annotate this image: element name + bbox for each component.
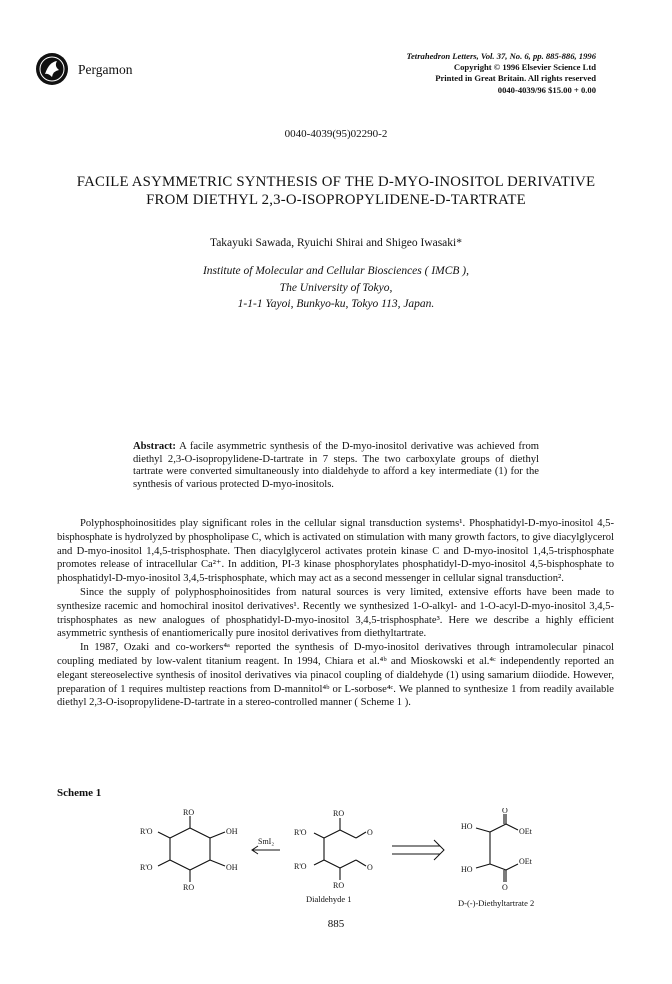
title-line-1: FACILE ASYMMETRIC SYNTHESIS OF THE D-MYO-INOSITOL DERIVATIVE xyxy=(76,174,596,190)
dialdehyde-structure xyxy=(314,818,366,880)
publisher-logo xyxy=(35,52,69,86)
scheme-oh-1: OH xyxy=(226,827,238,836)
page-number: 885 xyxy=(327,918,345,930)
compound-1-label: Dialdehyde 1 xyxy=(306,894,352,904)
reagent-label: SmI₂ xyxy=(258,837,275,846)
article-title xyxy=(40,173,632,209)
retrosynthesis-arrow xyxy=(392,840,444,860)
scheme-r-o-1: R'O xyxy=(140,827,153,836)
abstract-label: Abstract: xyxy=(133,441,176,452)
tartrate-o-top: O xyxy=(502,808,508,815)
affiliation-line-3: 1-1-1 Yayoi, Bunkyo-ku, Tokyo 113, Japan. xyxy=(237,298,435,310)
abstract xyxy=(133,441,539,491)
tartrate-oet-2: OEt xyxy=(519,857,532,866)
publisher-name: Pergamon xyxy=(78,62,133,77)
affiliation xyxy=(0,263,672,313)
paragraph-3: In 1987, Ozaki and co-workers⁴ᵃ reported the synthesis of D-myo-inositol derivatives through intramolecular pinacol coupling mediated by low-valent titanium reagent. In 1994, Chiara et al.⁴ᵇ and Mioskowski et al.⁴ᶜ independently reported an elegant stereoselective synthesis of inositol derivatives via pinacol coupling of dialdehyde (1) using samarium diiodide. However, preparation of 1 requires multistep reactions from D-mannitol⁴ᵇ or L-sorbose⁴ᶜ. We planned to synthesize 1 from readily available diethyl 2,3-O-isopropylidene-D-tartrate in a stereo-controlled manner ( Scheme 1 ). xyxy=(57,642,614,709)
scheme-1-diagram xyxy=(130,808,600,918)
dialdehyde-o-1: O xyxy=(367,828,373,837)
compound-2-label: D-(-)-Diethyltartrate 2 xyxy=(458,898,535,908)
tartrate-ho-2: HO xyxy=(461,865,473,874)
price-line: 0040-4039/96 $15.00 + 0.00 xyxy=(497,84,596,95)
doi: 0040-4039(95)02290-2 xyxy=(284,128,388,140)
authors: Takayuki Sawada, Ryuichi Shirai and Shigeo Iwasaki* xyxy=(209,237,462,249)
tartrate-ho-1: HO xyxy=(461,822,473,831)
dialdehyde-ro-top: RO xyxy=(333,809,345,818)
printed-line: Printed in Great Britain. All rights reserved xyxy=(435,73,596,84)
dialdehyde-o-2: O xyxy=(367,863,373,872)
journal-header xyxy=(407,51,596,96)
affiliation-line-1: Institute of Molecular and Cellular Biosciences ( IMCB ), xyxy=(202,265,470,277)
tartrate-structure xyxy=(476,814,518,882)
scheme-r-o-2: R'O xyxy=(140,863,153,872)
tartrate-o-bottom: O xyxy=(502,883,508,892)
inositol-structure xyxy=(158,816,225,882)
paragraph-1: Polyphosphoinositides play significant roles in the cellular signal transduction systems¹. Phosphatidyl-D-myo-inositol 4,5-bisphosphate is hydrolyzed by phospholipase C, which is activated on stimulation with many growth factors, to give diacylglycerol and D-myo-inositol 1,4,5-trisphosphate. Then diacylglycerol activates protein kinase C and D-myo-inositol 1,4,5-trisphosphate promotes release of intracellular Ca²⁺. In addition, PI-3 kinase phosphorylates phosphatidyl-D-myo-inositol 4,5-bisphosphate to phosphatidyl-D-myo-inositol 3,4,5-trisphosphate, which may act as a second messenger in cellular signal transduction². xyxy=(57,518,614,585)
abstract-text: A facile asymmetric synthesis of the D-myo-inositol derivative was achieved from diethyl 2,3-O-isopropylidene-D-tartrate in 7 steps. The two carboxylate groups of diethyl tartrate were converted simultaneously into dialdehyde to afford a key intermediate (1) for the synthesis of various protected D-myo-inositols. xyxy=(133,441,539,490)
dialdehyde-r-o-2: R'O xyxy=(294,862,307,871)
copyright-line: Copyright © 1996 Elsevier Science Ltd xyxy=(453,62,596,73)
dialdehyde-r-o-1: R'O xyxy=(294,828,307,837)
tartrate-oet-1: OEt xyxy=(519,827,532,836)
body-text xyxy=(57,517,614,710)
title-line-2: FROM DIETHYL 2,3-O-ISOPROPYLIDENE-D-TARTRATE xyxy=(146,192,526,208)
smi2-arrow xyxy=(252,846,280,854)
scheme-ro-bottom: RO xyxy=(183,883,195,892)
scheme-oh-2: OH xyxy=(226,863,238,872)
journal-line: Tetrahedron Letters, Vol. 37, No. 6, pp. 885-886, 1996 xyxy=(406,51,596,61)
dialdehyde-ro-bottom: RO xyxy=(333,881,345,890)
affiliation-line-2: The University of Tokyo, xyxy=(279,281,393,294)
paragraph-2: Since the supply of polyphosphoinositides from natural sources is very limited, extensive efforts have been made to synthesize racemic and homochiral inositol derivatives¹. Recently we synthesized 1-O-alkyl- and 1-O-acyl-D-myo-inositol 3,4,5-trisphosphates as new analogues of phosphatidyl-D-myo-inositol 3,4,5-trisphosphate³. Here we describe a highly efficient asymmetric synthesis of enantiomerically pure inositol derivatives from diethyltartrate. xyxy=(57,586,614,640)
scheme-label: Scheme 1 xyxy=(57,787,102,799)
scheme-ro-top: RO xyxy=(183,808,195,817)
